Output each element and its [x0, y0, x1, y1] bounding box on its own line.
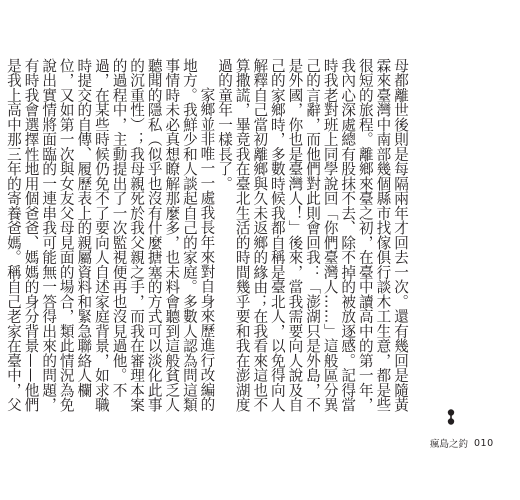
folio-ornament-icon — [446, 408, 456, 426]
page-footer — [430, 436, 494, 450]
running-title: 瘋島之釣 — [430, 439, 469, 450]
paragraph: 家鄉並非唯一一處我長年來對自身來歷進行改編的地方。我鮮少和人談起自己的家庭。多數人認為問這類事情時未必真想瞭解那麼多，也未料會聽到這般貧乏人聽聞的隱私（似乎也沒有什麼搪塞的方式可以淡化此事的沉重性）；我母親死於我父親之手，而我在審理本案的過程中，主動提出了一次監視便再也沒見過他。不過，在某些時候仍免不了要向人自述家庭背景，如求職時提交的自傳、履歷表上的親屬資料和緊急聯絡人欄位，又如第一次與女友父母見面的場合，類此情況為免說出實情將面臨的一連串我可能無一答得出來的問題，有時我會選擇性地用個爸爸、媽媽的身分背景——他們是我上高中那三年的寄養爸媽。稱自己老家在臺中，父 — [4, 58, 216, 412]
paragraph: 母都離世後則是每隔兩年才回去一次。還有幾回是隨黃霖來臺灣中南部幾個縣市找傢俱行談木工生意，都是些很短的旅程。離鄉來臺之初，在臺中讀高中的第一年，我內心深處總有股抹不去、除不掉的被放逐感。記得當時我老對班上同學說回「你們臺灣人……」這般區分異己的言辭，而他們對此則會回我：「澎湖只是外島，不是外國，你也是臺灣人！」後來，當我需要向人說及自己的家鄉時，多數時候我都自稱是臺北人，以免得向人解釋自己當初離鄉與久未返鄉的緣由；在我看來這也不算撒謊，畢竟我在臺北生活的時間幾乎要和我在澎湖度過的童年一樣長了。 — [216, 58, 409, 412]
page-number: 010 — [474, 437, 494, 449]
body-text — [4, 58, 409, 426]
